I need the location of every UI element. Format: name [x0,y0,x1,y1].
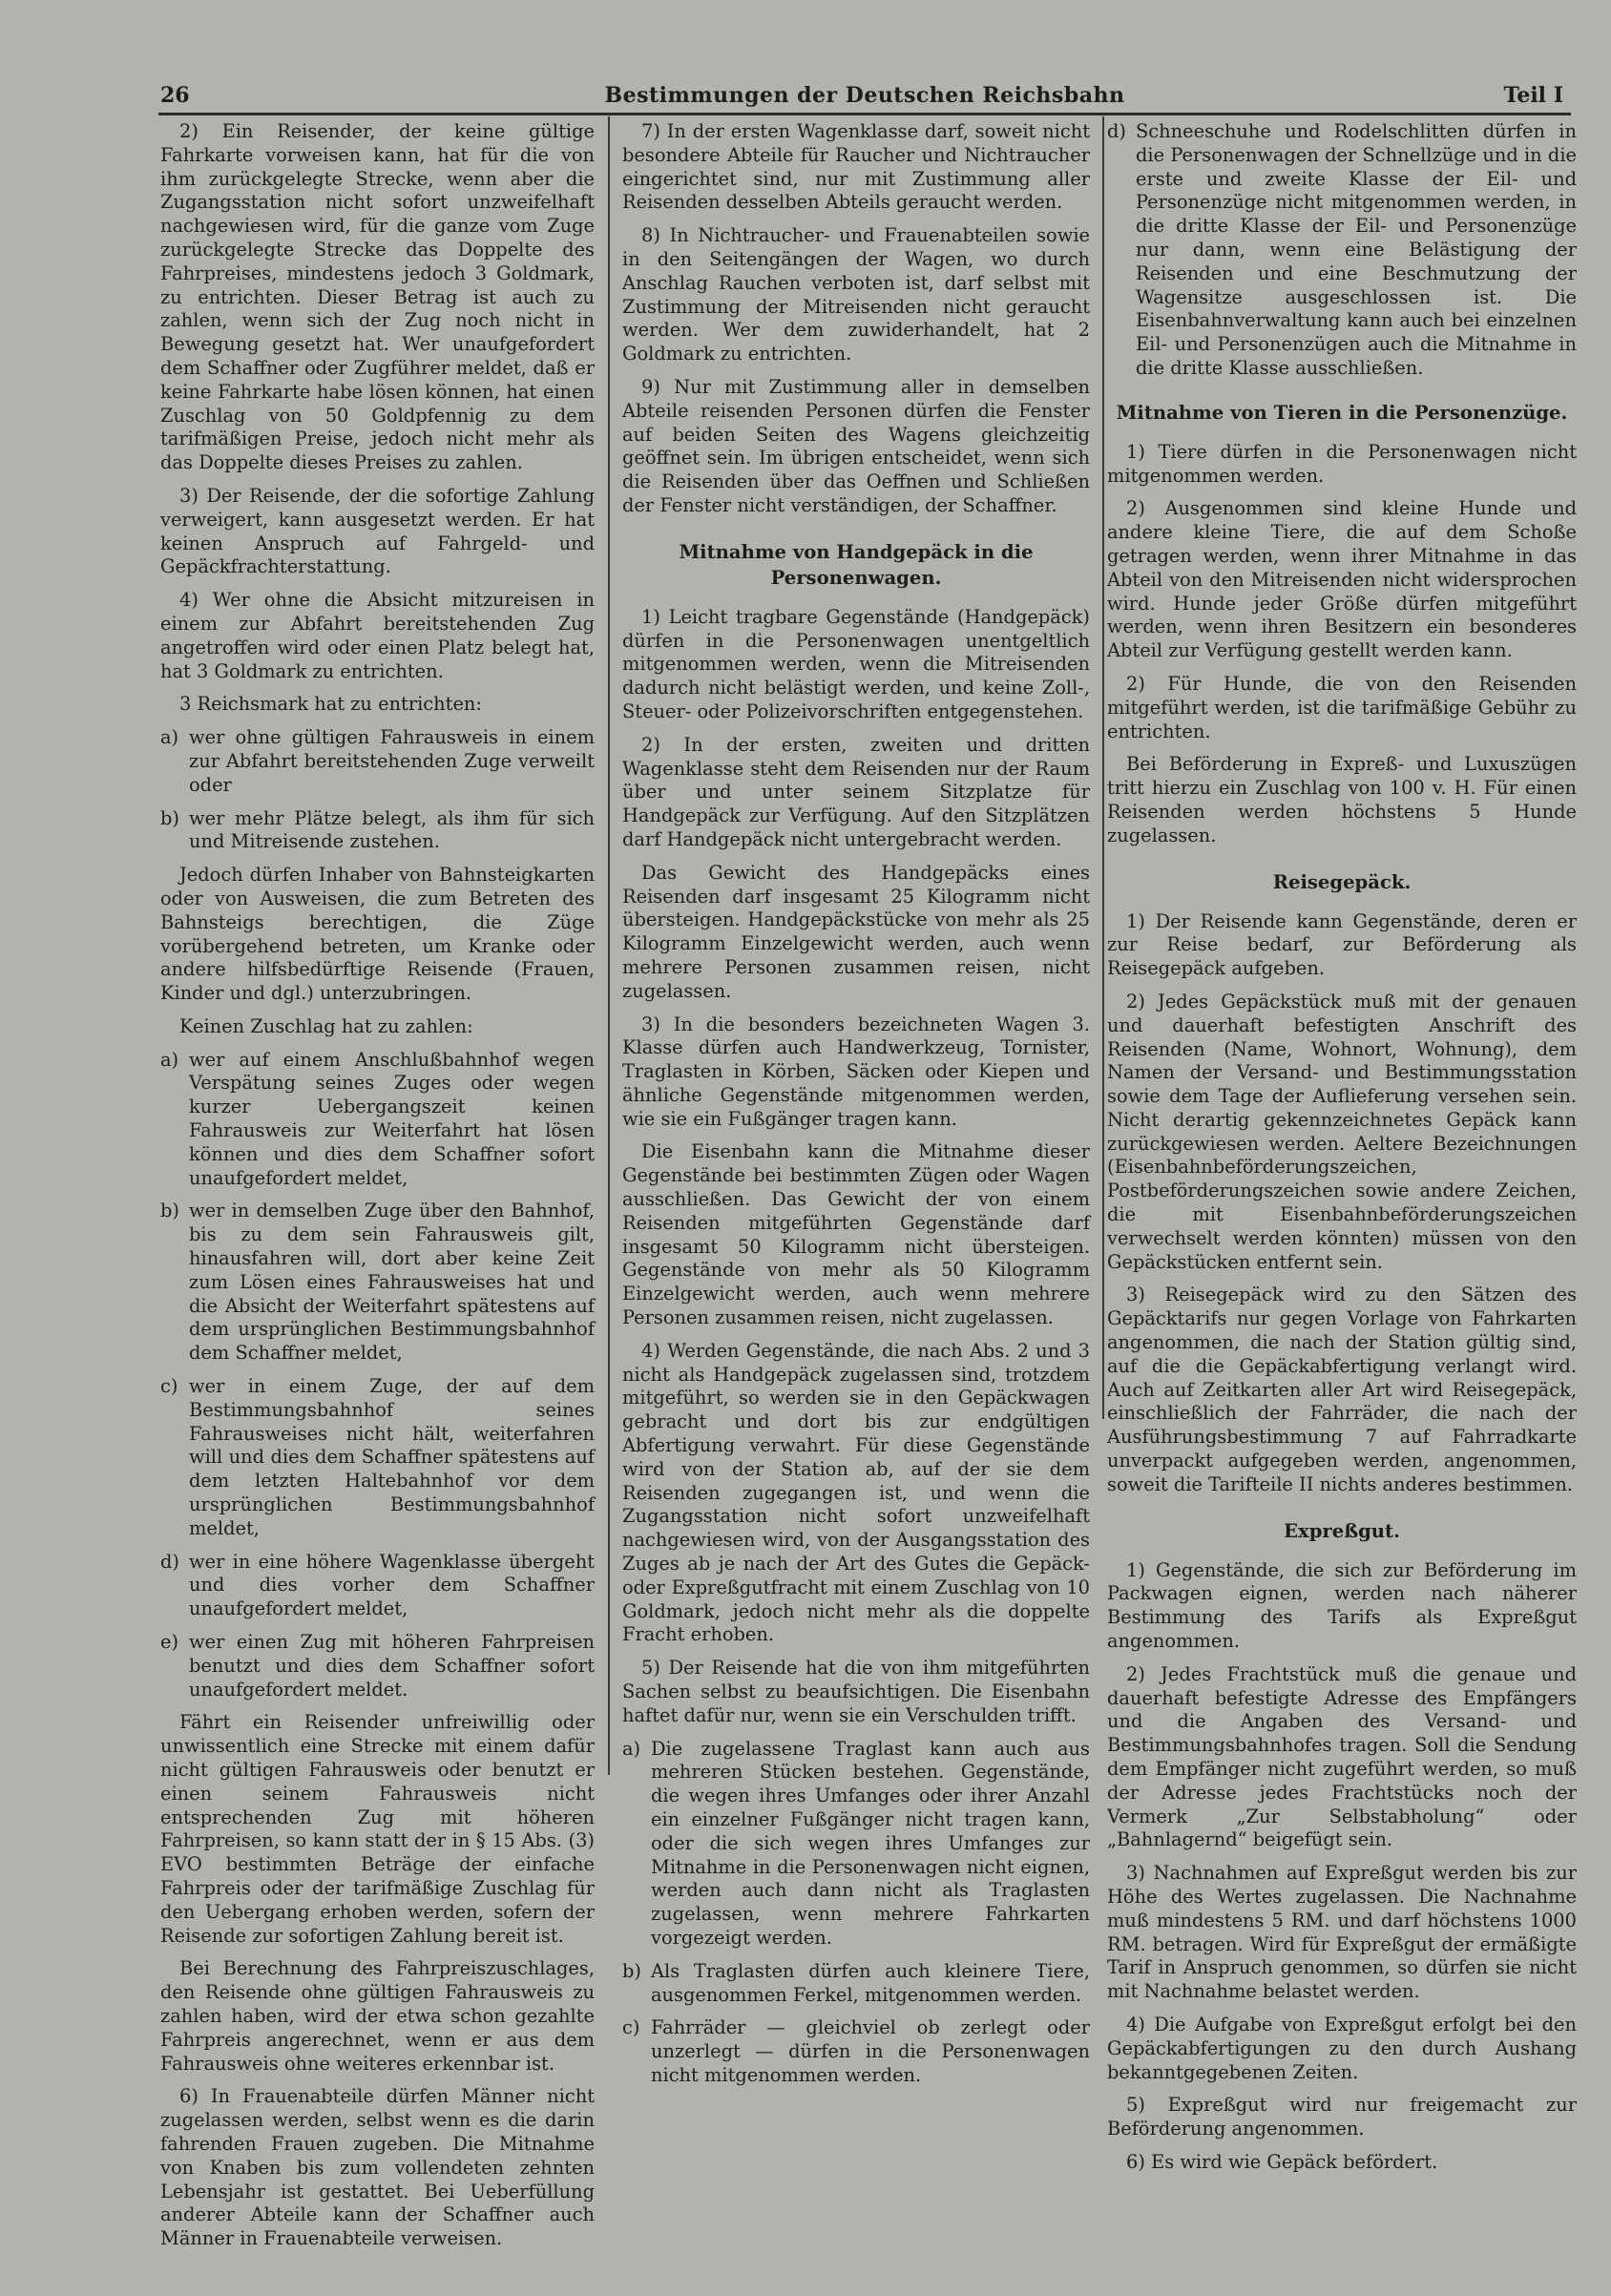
list-marker: b) [160,806,179,829]
list-item [1107,120,1577,381]
list-item [160,1551,595,1621]
paragraph: Das Gewicht des Handgepäcks eines Reisenden darf insgesamt 25 Kilogramm nicht übersteigen. Handgepäckstücke von mehr als 25 Kilogramm Einzelgewicht werden, auch wenn mehrere Personen zusammen reisen, nicht zugelassen. [622,861,1090,1002]
paragraph: 8) In Nichtraucher- und Frauenabteilen sowie in den Seitengängen der Wagen, wo durch Anschlag Rauchen verboten ist, darf selbst mit Zustimmung der Mitreisenden nicht geraucht werden. Wer dem zuwiderhandelt, hat 2 Goldmark zu entrichten. [622,224,1090,365]
paragraph: 1) Gegenstände, die sich zur Beförderung im Packwagen eignen, werden nach näherer Bestimmung des Tarifs als Expreßgut angenommen. [1107,1558,1577,1653]
section-heading: Mitnahme von Tieren in die Personenzüge. [1116,401,1568,424]
paragraph: 2) Ein Reisender, der keine gültige Fahrkarte vorweisen kann, hat für die von ihm zurückgelegte Strecke, wenn aber die Zugangsstation nicht sofort unzweifelhaft nachgewiesen wird, für die ganze vom Zuge zurückgelegte Strecke das Doppelte des Fahrpreises, mindestens jedoch 3 Goldmark, zu entrichten. Dieser Betrag ist auch zu zahlen, wenn sich der Zug noch nicht in Bewegung gesetzt hat. Wer unaufgefordert dem Schaffner oder Zugführer meldet, daß er keine Fahrkarte habe lösen können, hat einen Zuschlag von 50 Goldpfennig zu dem tarifmäßigen Preise, jedoch nicht mehr als das Doppelte dieses Preises zu zahlen. [160,120,595,474]
list-item [622,1960,1090,2008]
paragraph: 3 Reichsmark hat zu entrichten: [179,693,482,716]
paragraph: 4) Die Aufgabe von Expreßgut erfolgt bei den Gepäckabfertigungen zu den durch Aushang bekanntgegebenen Zeiten. [1107,2013,1577,2083]
paragraph: 7) In der ersten Wagenklasse darf, soweit nicht besondere Abteile für Raucher und Nichtraucher eingerichtet sind, nur mit Zustimmung aller Reisenden desselben Abteils geraucht werden. [622,120,1090,214]
paragraph: 2) Ausgenommen sind kleine Hunde und andere kleine Tiere, die auf dem Schoße getragen werden, wenn ihrer Mitnahme in das Abteil von den Mitreisenden nicht widersprochen wird. Hunde jeder Größe dürfen mitgeführt werden, wenn ihren Besitzern ein besonderes Abteil zur Verfügung gestellt werden kann. [1107,497,1577,662]
paragraph: 9) Nur mit Zustimmung aller in demselben Abteile reisenden Personen dürfen die Fenster auf beiden Seiten des Wagens gleichzeitig geöffnet sein. Im übrigen entscheidet, wenn sich die Reisenden über das Oeffnen und Schließen der Fenster nicht verständigen, der Schaffner. [622,375,1090,516]
list-item [160,1375,595,1541]
paragraph: 6) Es wird wie Gepäck befördert. [1126,2150,1438,2173]
page-header [158,81,1571,114]
list-item-text: Als Traglasten dürfen auch kleinere Tiere, ausgenommen Ferkel, mitgenommen werden. [651,1959,1090,2006]
list-item-text: wer in einem Zuge, der auf dem Bestimmungsbahnhof seines Fahrausweises nicht hält, weiterfahren will und dies dem Schaffner spätestens auf dem letzten Haltebahnhof vor dem ursprünglichen Bestimmungsbahnhof meldet, [189,1375,595,1539]
list-item [622,1738,1090,1951]
section-heading: Mitnahme von Handgepäck in die Personenwagen. [679,540,1034,589]
list-marker: b) [622,1959,641,1982]
list-marker: c) [622,2016,640,2039]
list-marker: b) [160,1200,179,1222]
list-item [622,2016,1090,2087]
list-marker: c) [160,1375,178,1398]
paragraph: Keinen Zuschlag hat zu zahlen: [179,1014,473,1037]
list-item-text: wer auf einem Anschlußbahnhof wegen Verspätung seines Zuges oder wegen kurzer Uebergangszeit keinen Fahrausweis zur Weiterfahrt hat lösen können und dies dem Schaffner sofort unaufgefordert meldet, [189,1048,595,1189]
running-title: Bestimmungen der Deutschen Reichsbahn [604,83,1125,108]
paragraph: 4) Wer ohne die Absicht mitzureisen in einem zur Abfahrt bereitstehenden Zug angetroffen wird oder einen Platz belegt hat, hat 3 Goldmark zu entrichten. [160,589,595,682]
paragraph: 2) Jedes Frachtstück muß die genaue und dauerhaft befestigte Adresse des Empfängers und die Angaben des Versand- und Bestimmungsbahnhofes tragen. Soll die Sendung dem Empfänger nicht zugeführt werden, so muß der Adresse jedes Frachtstücks noch der Vermerk „Zur Selbstabholung“ oder „Bahnlagernd“ beigefügt sein. [1107,1662,1577,1851]
list-marker: a) [622,1737,641,1760]
page-number: 26 [160,83,190,108]
list-item-text: wer ohne gültigen Fahrausweis in einem zur Abfahrt bereitstehenden Zuge verweilt oder [189,726,595,796]
paragraph: 3) Der Reisende, der die sofortige Zahlung verweigert, kann ausgesetzt werden. Er hat keinen Anspruch auf Fahrgeld- und Gepäckfrachterstattung. [160,484,595,578]
column-divider-1 [608,116,610,1775]
column-divider-2 [1102,116,1104,1419]
paragraph: Jedoch dürfen Inhaber von Bahnsteigkarten oder von Ausweisen, die zum Betreten des Bahnsteigs berechtigen, die Züge vorübergehend betreten, um Kranke oder andere hilfsbedürftige Reisende (Frauen, Kinder und dgl.) unterzubringen. [160,864,595,1005]
section-heading: Reisegepäck. [1272,870,1412,893]
paragraph: 5) Der Reisende hat die von ihm mitgeführten Sachen selbst zu beaufsichtigen. Die Eisenbahn haftet dafür nur, wenn sie ein Verschulden trifft. [622,1657,1090,1726]
paragraph: 3) In die besonders bezeichneten Wagen 3. Klasse dürfen auch Handwerkzeug, Tornister, Traglasten in Körben, Säcken oder Kiepen und ähnliche Gegenstände mitgenommen werden, wie sie ein Fußgänger tragen kann. [622,1012,1090,1130]
paragraph: 3) Nachnahmen auf Expreßgut werden bis zur Höhe des Wertes zugelassen. Die Nachnahme muß mindestens 5 RM. und darf höchstens 1000 RM. betragen. Wird für Expreßgut der ermäßigte Tarif in Anspruch genommen, so dürfen sie nicht mit Nachnahme belastet werden. [1107,1862,1577,2003]
part-label: Teil I [1503,83,1563,108]
paragraph: 6) In Frauenabteile dürfen Männer nicht zugelassen werden, selbst wenn es die darin fahrenden Frauen zugeben. Die Mitnahme von Knaben bis zum vollendeten zehnten Lebensjahr ist gestattet. Bei Ueberfüllung anderer Abteile kann der Schaffner auch Männer in Frauenabteile verweisen. [160,2085,595,2250]
list-item-text: Fahrräder — gleichviel ob zerlegt oder unzerlegt — dürfen in die Personenwagen nicht mitgenommen werden. [651,2016,1090,2086]
list-item-text: Die zugelassene Traglast kann auch aus mehreren Stücken bestehen. Gegenstände, die wegen ihres Umfanges oder ihrer Anzahl ein einzelner Fußgänger nicht tragen kann, oder die sich wegen ihres Umfanges zur Mitnahme in die Personenwagen nicht eignen, werden auch dann nicht als Traglasten zugelassen, wenn mehrere Fahrkarten vorgezeigt werden. [651,1737,1090,1949]
list-marker: e) [160,1631,179,1654]
header-rule [158,113,1571,115]
paragraph: 1) Leicht tragbare Gegenstände (Handgepäck) dürfen in die Personenwagen unentgeltlich mitgenommen werden, wenn die Mitreisenden dadurch nicht belästigt werden, und keine Zoll-, Steuer- oder Polizeivorschriften entgegenstehen. [622,605,1090,722]
list-item [160,726,595,797]
list-item-text: Schneeschuhe und Rodelschlitten dürfen in die Personenwagen der Schnellzüge und in die erste und zweite Klasse der Eil- und Personenzüge nicht mitgenommen werden, in die dritte Klasse der Eil- und Personenzüge nur dann, wenn eine Belästigung der Reisenden und eine Beschmutzung der Wagensitze ausgeschlossen ist. Die Eisenbahnverwaltung kann auch bei einzelnen Eil- und Personenzügen auch die Mitnahme in die dritte Klasse ausschließen. [1136,120,1577,379]
section-heading: Expreßgut. [1284,1519,1400,1542]
paragraph: Bei Berechnung des Fahrpreiszuschlages, den Reisende ohne gültigen Fahrausweis zu zahlen haben, wird der etwa schon gezahlte Fahrpreis angerechnet, wenn er aus dem Fahrausweis ohne weiteres erkennbar ist. [160,1957,595,2075]
paragraph: 2) In der ersten, zweiten und dritten Wagenklasse steht dem Reisenden nur der Raum über und unter seinem Sitzplatze für Handgepäck zur Verfügung. Auf den Sitzplätzen darf Handgepäck nicht untergebracht werden. [622,733,1090,850]
paragraph: 1) Tiere dürfen in die Personenwagen nicht mitgenommen werden. [1107,440,1577,487]
paragraph: 4) Werden Gegenstände, die nach Abs. 2 und 3 nicht als Handgepäck zugelassen sind, trotzdem mitgeführt, so werden sie in den Gepäckwagen gebracht und dort bis zur endgültigen Abfertigung verwahrt. Für diese Gegenstände wird von der Station ab, auf der sie dem Reisenden zugegangen ist, und wenn die Zugangsstation nicht sofort unzweifelhaft nachgewiesen wird, von der Ausgangsstation des Zuges ab je nach der Art des Gutes die Gepäck- oder Expreßgutfracht mit einem Zuschlag von 10 Goldmark, jedoch nicht mehr als die doppelte Fracht erhoben. [622,1339,1090,1646]
list-item [160,1049,595,1191]
paragraph: 5) Expreßgut wird nur freigemacht zur Beförderung angenommen. [1107,2094,1577,2140]
column-3 [1107,120,1577,2184]
column-2 [622,120,1090,2098]
list-item-text: wer in eine höhere Wagenklasse übergeht und dies vorher dem Schaffner unaufgefordert meldet, [189,1550,595,1620]
list-marker: d) [160,1550,179,1573]
paragraph: Fährt ein Reisender unfreiwillig oder unwissentlich eine Strecke mit einem dafür nicht gültigen Fahrausweis oder benutzt er einen seinem Fahrausweis nicht entsprechenden Zug mit höheren Fahrpreisen, so kann statt der in § 15 Abs. (3) EVO bestimmten Beträge der einfache Fahrpreis oder der tarifmäßige Zuschlag für den Uebergang erhoben werden, sofern der Reisende zur sofortigen Zahlung bereit ist. [160,1711,595,1947]
list-marker: d) [1107,120,1126,142]
paragraph: Bei Beförderung in Expreß- und Luxuszügen tritt hierzu ein Zuschlag von 100 v. H. Für einen Reisenden werden höchstens 5 Hunde zugelassen. [1107,753,1577,846]
paragraph: 2) Für Hunde, die von den Reisenden mitgeführt werden, ist die tarifmäßige Gebühr zu entrichten. [1107,672,1577,742]
paragraph: Die Eisenbahn kann die Mitnahme dieser Gegenstände bei bestimmten Zügen oder Wagen ausschließen. Das Gewicht der von einem Reisenden mitgeführten Gegenstände darf insgesamt 50 Kilogramm nicht übersteigen. Gegenstände von mehr als 50 Kilogramm Einzelgewicht werden, auch wenn mehrere Personen zusammen reisen, nicht zugelassen. [622,1140,1090,1329]
list-item-text: wer mehr Plätze belegt, als ihm für sich und Mitreisende zustehen. [189,806,595,853]
list-marker: a) [160,726,179,749]
paragraph: 1) Der Reisende kann Gegenstände, deren er zur Reise bedarf, zur Beförderung als Reisegepäck aufgeben. [1107,909,1577,980]
list-item-text: wer in demselben Zuge über den Bahnhof, bis zu dem sein Fahrausweis gilt, hinausfahren will, dort aber keine Zeit zum Lösen eines Fahrausweises hat und die Absicht der Weiterfahrt spätestens auf dem ursprünglichen Bestimmungsbahnhof dem Schaffner meldet, [189,1200,595,1365]
list-item [160,1200,595,1366]
paragraph: 3) Reisegepäck wird zu den Sätzen des Gepäcktarifs nur gegen Vorlage von Fahrkarten angenommen, die nach der Station gültig sind, auf die die Gepäckabfertigung verlangt wird. Auch auf Zeitkarten aller Art wird Reisegepäck, einschließlich der Fahrräder, die nach der Ausführungsbestimmung 7 auf Fahrradkarte unverpackt aufgegeben werden, angenommen, soweit die Tarifteile II nichts anderes bestimmen. [1107,1284,1577,1495]
paragraph: 2) Jedes Gepäckstück muß mit der genauen und dauerhaft befestigten Anschrift des Reisenden (Name, Wohnort, Wohnung), dem Namen der Versand- und Bestimmungsstation sowie dem Tage der Auflieferung versehen sein. Nicht derartig gekennzeichnetes Gepäck kann zurückgewiesen werden. Aeltere Bezeichnungen (Eisenbahnbeförderungszeichen, Postbeförderungszeichen sowie andere Zeichen, die mit Eisenbahnbeförderungszeichen verwechselt werden könnten) müssen von den Gepäckstücken entfernt sein. [1107,990,1577,1273]
column-1 [160,120,595,2261]
list-item [160,1631,595,1701]
list-item-text: wer einen Zug mit höheren Fahrpreisen benutzt und dies dem Schaffner sofort unaufgefordert meldet. [189,1631,595,1701]
list-item [160,807,595,855]
list-marker: a) [160,1048,179,1071]
